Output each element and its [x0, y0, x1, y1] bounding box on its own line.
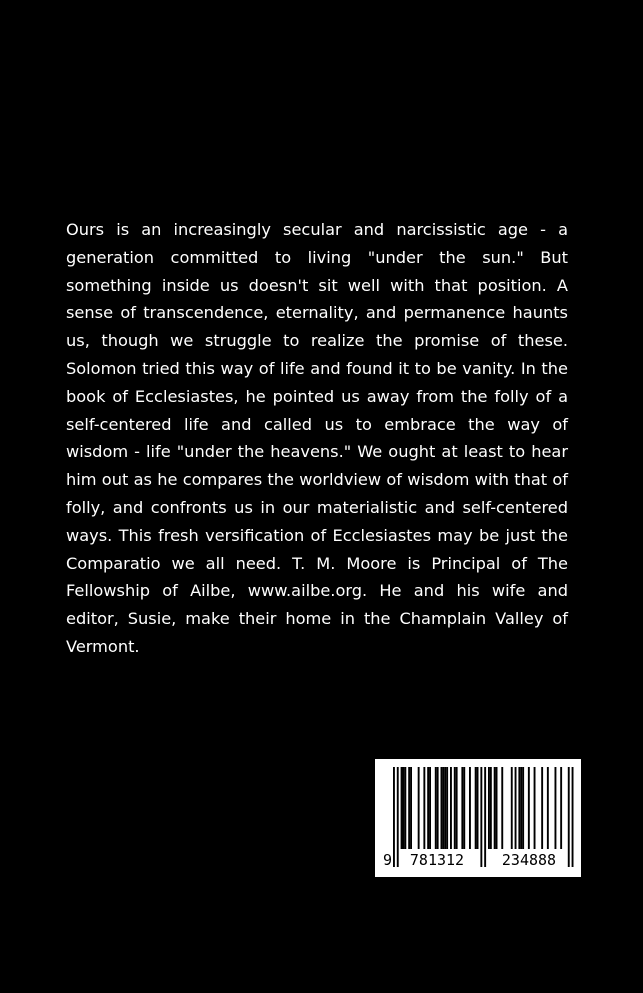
barcode-bar	[477, 767, 479, 849]
barcode-right-group: 234888	[501, 851, 557, 869]
barcode-bar	[408, 767, 410, 849]
barcode-bar	[403, 767, 405, 849]
barcode-bar	[450, 767, 452, 849]
barcode-guard-bar	[397, 767, 399, 867]
barcode-bar	[515, 767, 517, 849]
barcode-bar	[442, 767, 444, 849]
barcode-bar	[475, 767, 477, 849]
barcode-left-group: 781312	[409, 851, 465, 869]
barcode-bar	[488, 767, 490, 849]
barcode-bar	[520, 767, 522, 849]
barcode-guard-bar	[480, 767, 482, 867]
barcode-bar	[444, 767, 446, 849]
barcode-bar	[454, 767, 456, 849]
barcode-bar	[418, 767, 420, 849]
barcode-guard-bar	[568, 767, 570, 867]
barcode-bar	[427, 767, 429, 849]
barcode-bar	[456, 767, 458, 849]
barcode-bar	[437, 767, 439, 849]
barcode-bar	[494, 767, 496, 849]
barcode-bar	[469, 767, 471, 849]
barcode-bar	[441, 767, 443, 849]
back-cover-description: Ours is an increasingly secular and narcissistic age - a generation committed to living "under the sun." But something inside us doesn't sit well with that position. A sense of transcendence, eternality, and permanence haunts us, though we struggle to realize the promise of these. Solomon tried this way of life and found it to be vanity. In the book of Ecclesiastes, he pointed us away from the folly of a self-centered life and called us to embrace the way of wisdom - life "under the heavens." We ought at least to hear him out as he compares the worldview of wisdom with that of folly, and confronts us in our materialistic and self-centered ways. This fresh versification of Ecclesiastes may be just the Comparatio we all need. T. M. Moore is Principal of The Fellowship of Ailbe, www.ailbe.org. He and his wife and editor, Susie, make their home in the Champlain Valley of Vermont.	[66, 220, 568, 656]
barcode-bar	[461, 767, 463, 849]
barcode-bar	[555, 767, 557, 849]
barcode-bar	[560, 767, 562, 849]
barcode-bar	[463, 767, 465, 849]
isbn-barcode	[375, 759, 581, 877]
barcode-bar	[435, 767, 437, 849]
barcode-guard-bar	[484, 767, 486, 867]
barcode-bar	[401, 767, 403, 849]
barcode-bar	[511, 767, 513, 849]
barcode-bar	[404, 767, 406, 849]
barcode-guard-bar	[572, 767, 574, 867]
barcode-bar	[410, 767, 412, 849]
barcode-bar	[541, 767, 543, 849]
barcode-bar	[423, 767, 425, 849]
barcode-lead-digit: 9	[383, 851, 393, 869]
barcode-bar	[518, 767, 520, 849]
barcode-bar	[446, 767, 448, 849]
barcode-bar	[429, 767, 431, 849]
barcode-bar	[501, 767, 503, 849]
barcode-bar	[534, 767, 536, 849]
barcode-bar	[490, 767, 492, 849]
barcode-guard-bar	[393, 767, 395, 867]
barcode-bar	[522, 767, 524, 849]
barcode-bar	[496, 767, 498, 849]
barcode-bar	[547, 767, 549, 849]
barcode-bar	[528, 767, 530, 849]
